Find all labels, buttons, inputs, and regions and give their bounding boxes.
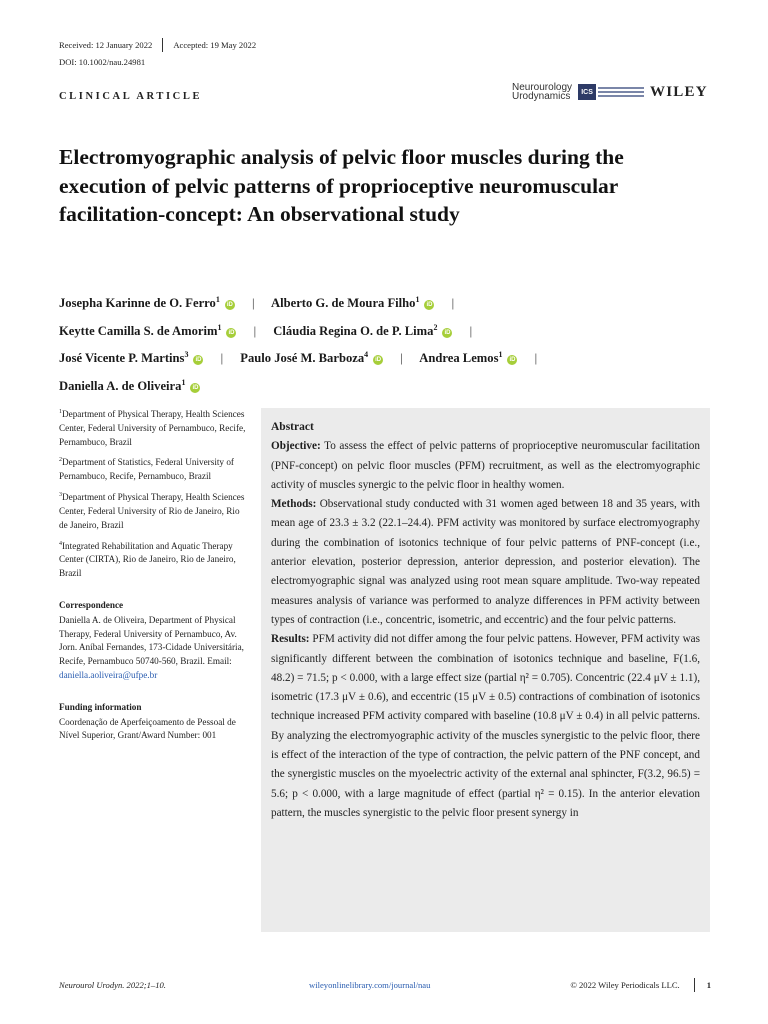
abstract-box xyxy=(261,408,710,932)
orcid-icon[interactable]: iD xyxy=(195,357,202,364)
author-name[interactable]: Alberto G. de Moura Filho xyxy=(271,296,416,311)
funding-heading: Funding information xyxy=(59,701,142,712)
article-type: CLINICAL ARTICLE xyxy=(59,91,203,102)
received-date: Received: 12 January 2022 xyxy=(59,40,153,50)
abstract-results: Results: PFM activity did not differ among the four pelvic pattens. However, PFM activity was significantly different between the combination of isotonics technique and baseline, F(1.6, 48.2) = 71.5; p < 0.000, with a large effect size (partial η² = 0.705). Concentric (22.4 μV ± 1.1), isometric (17.3 μV ± 0.6), and eccentric (15 μV ± 0.5) contractions of combination of isotonics technique increased PFM activity compared with baseline (10.8 μV ± 0.4) in all pelvic patterns. By analyzing the electromyographic activity of the muscles synergistic to the pelvic floor, there is effect of the interaction of the type of contraction, the pelvic pattern of the PNF concept, and the synergistic muscles on the myoelectric activity of the external anal sphincter, F(3.2, 96.5) = 5.6; p < 0.000, with a large magnitude of effect (partial η² = 0.15). In the anterior elevation pattern, the muscles synergistic to the pelvic floor present synergy in xyxy=(271,633,700,819)
author-name[interactable]: Josepha Karinne de O. Ferro xyxy=(59,296,216,311)
article-title: Electromyographic analysis of pelvic floor muscles during the execution of pelvic patterns of proprioceptive neuromuscular facilitation-concept: An observational study xyxy=(59,145,624,226)
abstract-methods: Methods: Observational study conducted with 31 women aged between 18 and 35 years, with mean age of 23.3 ± 3.2 (22.1–24.4). PFM activity was monitored by surface electromyography during the combination of isotonics technique of four pelvic patterns of PNF-concept (i.e., anterior elevation, posterior depression, anterior depression, and posterior elevation). The electromyographic signal was analyzed using root mean square amplitude. Two-way repeated measures analysis of variance was performed to analyze differences in PFM activity between types of contraction (i.e., concentric, isometric, and eccentric) and the four pelvic patterns. xyxy=(271,498,700,626)
author-name[interactable]: Keytte Camilla S. de Amorim xyxy=(59,323,218,338)
journal-url-link[interactable]: wileyonlinelibrary.com/journal/nau xyxy=(309,980,431,990)
header-divider xyxy=(162,38,163,52)
orcid-icon[interactable]: iD xyxy=(444,329,451,336)
copyright: © 2022 Wiley Periodicals LLC. xyxy=(570,980,680,990)
doi[interactable]: DOI: 10.1002/nau.24981 xyxy=(59,57,146,67)
email-link[interactable]: daniella.aoliveira@ufpe.br xyxy=(59,670,158,680)
sidebar-info xyxy=(59,406,249,743)
affiliation: $^2$Department of Statistics, Federal University of Pernambuco, Recife, Pernambuco, Brazil xyxy=(59,457,234,482)
orcid-icon[interactable]: iD xyxy=(375,357,382,364)
orcid-icon[interactable]: iD xyxy=(228,329,235,336)
wiley-logo: WILEY xyxy=(650,83,708,100)
journal-logo: Neurourology Urodynamics xyxy=(512,82,573,102)
accepted-date: Accepted: 19 May 2022 xyxy=(173,40,257,50)
author-name[interactable]: Andrea Lemos xyxy=(419,351,499,366)
orcid-icon[interactable]: iD xyxy=(226,302,233,309)
funding-text: Coordenação de Aperfeiçoamento de Pessoal de Nível Superior, Grant/Award Number: 001 xyxy=(59,716,236,741)
abstract-heading: Abstract xyxy=(271,421,314,433)
affiliation: $^1$Department of Physical Therapy, Health Sciences Center, Federal University of Pernambuco, Recife, Pernambuco, Brazil xyxy=(59,409,246,447)
received-accepted-row xyxy=(59,38,256,52)
affiliation: $^4$Integrated Rehabilitation and Aquatic Therapy Center (CIRTA), Rio de Janeiro, Rio de Janeiro, Brazil xyxy=(59,540,236,579)
citation: Neurourol Urodyn. 2022;1–10. xyxy=(59,980,166,990)
publisher-logos xyxy=(512,80,708,104)
footer-divider xyxy=(694,978,695,992)
page-footer xyxy=(59,978,711,992)
orcid-icon[interactable]: iD xyxy=(426,302,433,309)
author-name[interactable]: Paulo José M. Barboza xyxy=(240,351,365,366)
author-name[interactable]: Daniella A. de Oliveira xyxy=(59,378,182,393)
author-name[interactable]: Cláudia Regina O. de P. Lima xyxy=(273,323,434,338)
correspondence-text: Daniella A. de Oliveira, Department of Physical Therapy, Federal University of Pernambuco, Av. Jorn. Aníbal Fernandes, 173-Cidade Universitária, Recife, Pernambuco 50740-560, Brazil. Email: daniella.aoliveira@ufpe.br xyxy=(59,614,244,680)
orcid-icon[interactable]: iD xyxy=(509,357,516,364)
society-logo: ICS xyxy=(578,83,644,101)
correspondence-heading: Correspondence xyxy=(59,600,124,611)
author-list: Josepha Karinne de O. Ferro$^1$iD | Alberto G. de Moura Filho$^1$iD | Keytte Camilla S. de Amorim$^1$iD | Cláudia Regina O. de P. Lima$^2$iD | José Vicente P. Martins$^3$iD | Paulo José M. Barboza$^4$iD | Andrea Lemos$^1$iD | Daniella A. de Oliveira$^1$iD xyxy=(59,295,538,393)
orcid-icon[interactable]: iD xyxy=(192,384,199,391)
page-number: 1 xyxy=(706,980,711,990)
affiliation: $^3$Department of Physical Therapy, Health Sciences Center, Federal University of Rio de Janeiro, Rio de Janeiro, Brazil xyxy=(59,492,245,530)
abstract-objective: Objective: To assess the effect of pelvic patterns of proprioceptive neuromuscular facilitation (PNF-concept) on pelvic floor muscles (PFM) recruitment, as well as the electromyographic activity of muscles synergic to the pelvic floor in healthy women. xyxy=(271,440,700,491)
author-name[interactable]: José Vicente P. Martins xyxy=(59,351,185,366)
